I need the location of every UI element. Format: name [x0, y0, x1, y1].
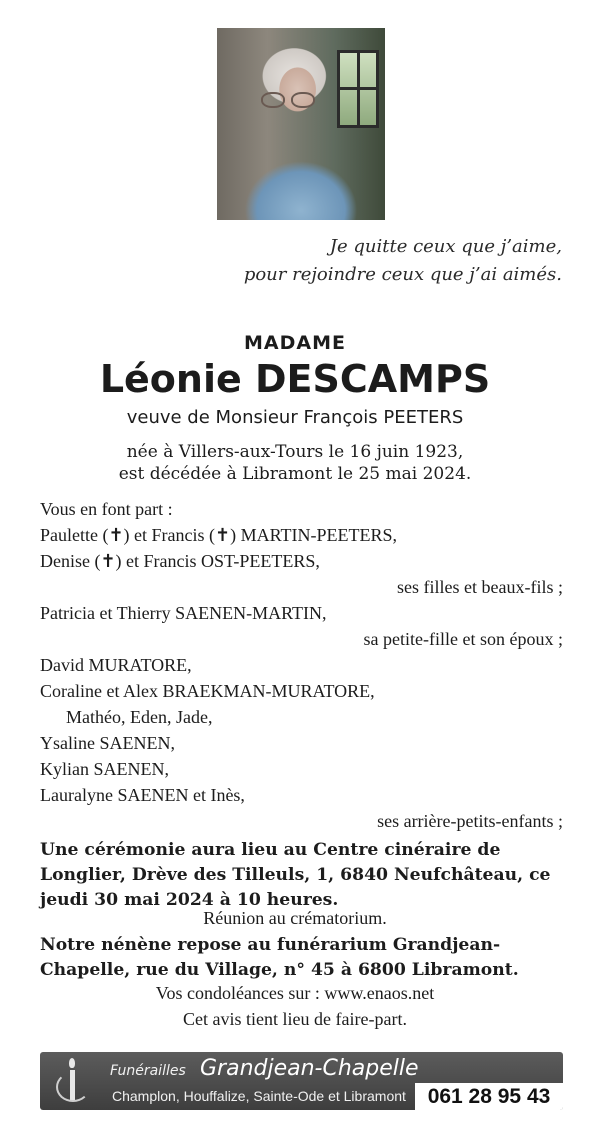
deceased-name: Léonie DESCAMPS	[99, 357, 491, 401]
family-line: Lauralyne SAENEN et Inès,	[40, 785, 245, 805]
family-line: sa petite-fille et son époux ;	[363, 629, 563, 649]
family-line: Paulette (✝) et Francis (✝) MARTIN-PEETERS,	[40, 525, 398, 545]
candle-logo-icon	[52, 1058, 92, 1104]
banner-places: Champlon, Houffalize, Sainte-Ode et Libramont	[112, 1088, 406, 1104]
family-line: Patricia et Thierry SAENEN-MARTIN,	[40, 603, 327, 623]
family-line: Coraline et Alex BRAEKMAN-MURATORE,	[40, 681, 375, 701]
family-line: David MURATORE,	[40, 655, 192, 675]
memorial-quote	[142, 233, 562, 289]
family-line: Vous en font part :	[40, 499, 173, 519]
family-line: Ysaline SAENEN,	[40, 733, 175, 753]
family-line: Denise (✝) et Francis OST-PEETERS,	[40, 551, 320, 571]
family-list	[40, 496, 563, 834]
funeral-home-banner	[40, 1052, 563, 1110]
quote-line-2: pour rejoindre ceux que j’ai aimés.	[243, 264, 562, 285]
banner-brand: Grandjean-Chapelle	[200, 1056, 419, 1081]
birth-line: née à Villers-aux-Tours le 16 juin 1923,	[126, 442, 464, 462]
notice-info: Cet avis tient lieu de faire-part.	[183, 1009, 407, 1029]
honorific: MADAME	[244, 332, 346, 354]
deceased-portrait-photo	[217, 28, 385, 220]
widow-of: veuve de Monsieur François PEETERS	[126, 407, 464, 428]
family-line: Mathéo, Eden, Jade,	[66, 707, 213, 727]
death-line: est décédée à Libramont le 25 mai 2024.	[118, 464, 472, 484]
birth-death-info	[0, 441, 590, 485]
glasses	[261, 92, 319, 110]
family-line: Kylian SAENEN,	[40, 759, 169, 779]
banner-phone: 061 28 95 43	[415, 1083, 563, 1110]
window-background	[337, 50, 379, 128]
family-line: ses arrière-petits-enfants ;	[377, 811, 563, 831]
meeting-info: Réunion au crématorium.	[203, 908, 387, 928]
family-line: ses filles et beaux-fils ;	[397, 577, 563, 597]
repose-info: Notre nénène repose au funérarium Grandjean-Chapelle, rue du Village, n° 45 à 6800 Libramont.	[40, 935, 519, 980]
condolences-info: Vos condoléances sur : www.enaos.net	[155, 983, 435, 1003]
ceremony-info: Une cérémonie aura lieu au Centre cinéraire de Longlier, Drève des Tilleuls, 1, 6840 Neufchâteau, ce jeudi 30 mai 2024 à 10 heures.	[40, 840, 551, 910]
banner-funeraires: Funérailles	[110, 1063, 186, 1079]
quote-line-1: Je quitte ceux que j’aime,	[329, 236, 562, 257]
